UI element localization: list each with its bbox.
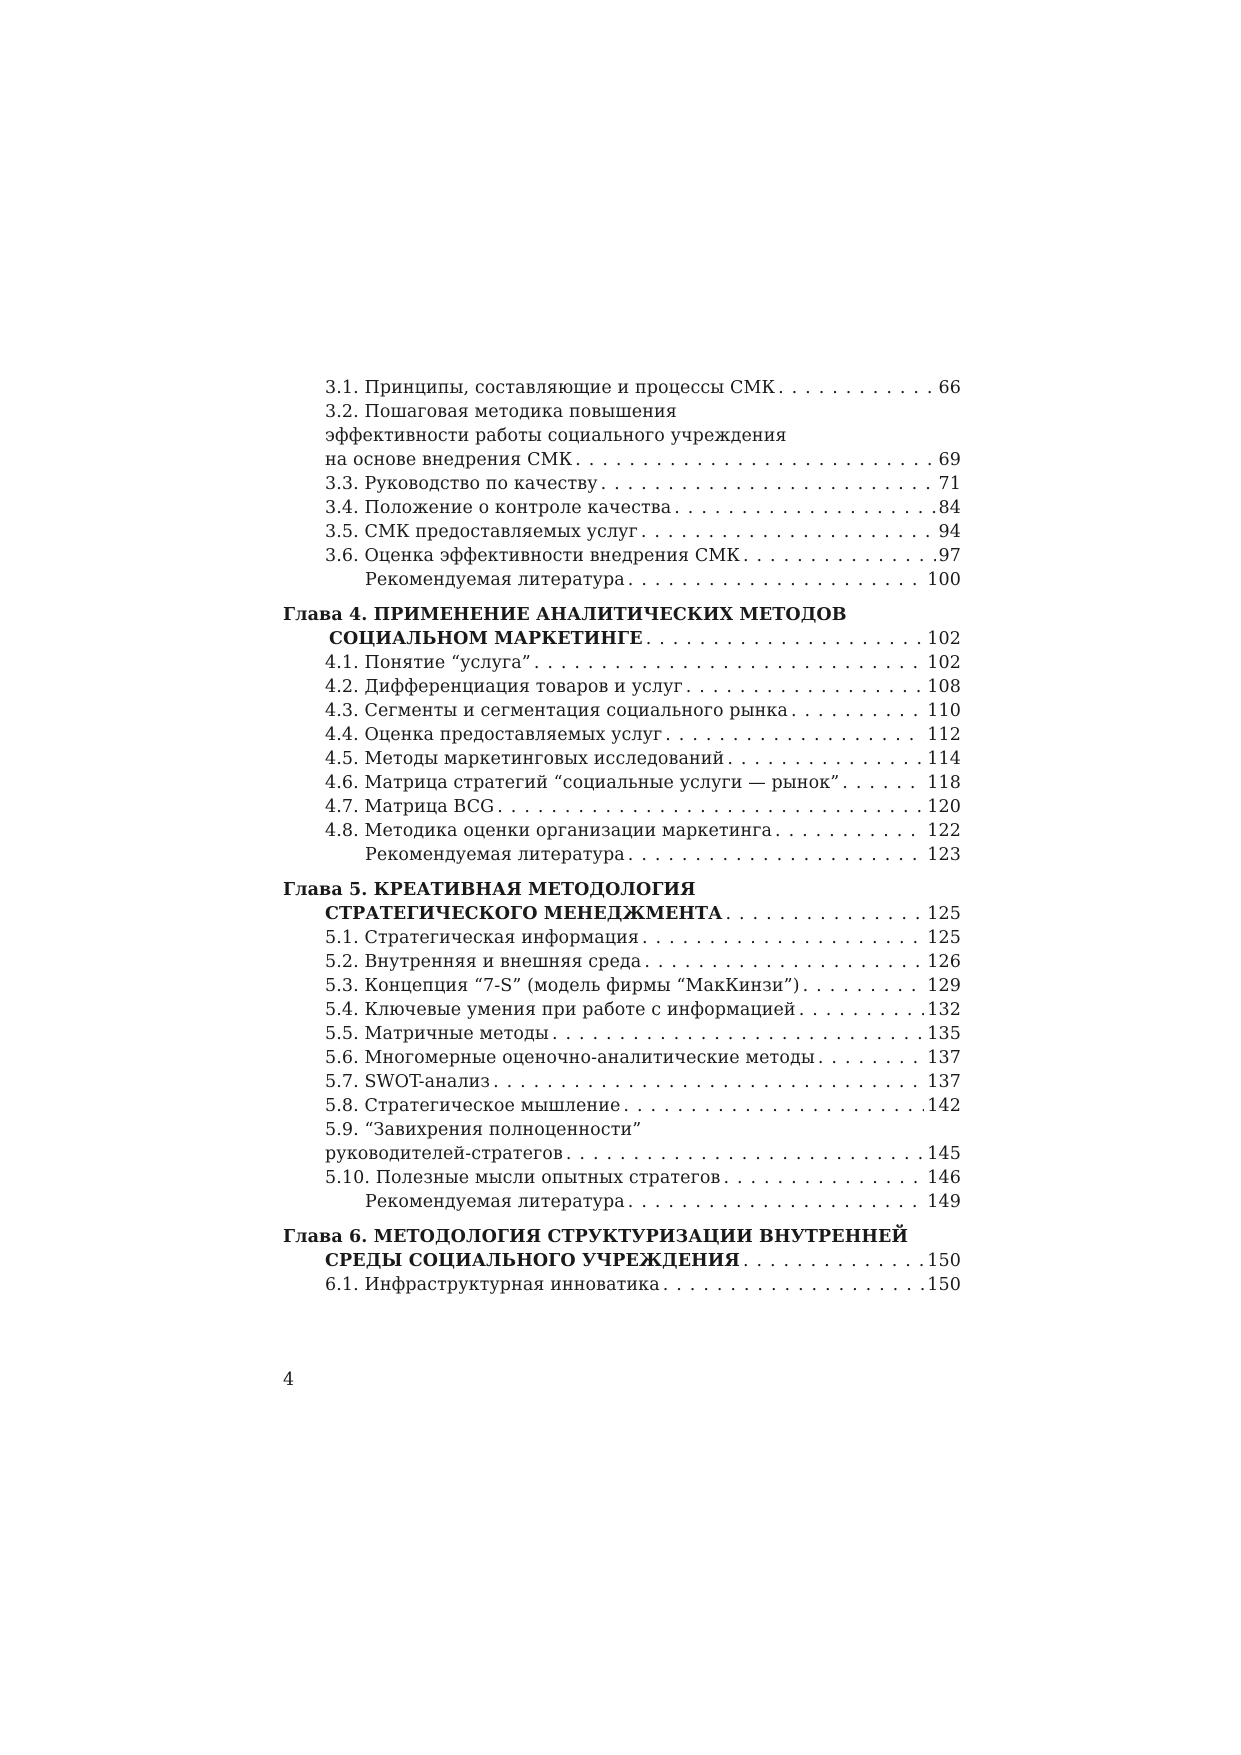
toc-entry-title: 3.3. Руководство по качеству [325,474,598,494]
toc-entry-title: эффективности работы социального учреждения [325,426,787,446]
toc-entry-5-6 [283,1046,961,1070]
toc-entry-title: 3.4. Положение о контроле качества [325,498,672,518]
toc-entry-page: 149 [927,1192,961,1212]
toc-entry-page: 150 [927,1275,961,1295]
toc-entry-title: 4.3. Сегменты и сегментация социального рынка [325,701,788,721]
toc-chapter-4-heading [283,603,961,627]
dot-leader [686,675,925,699]
dot-leader [566,1142,924,1166]
toc-entry-4-3 [283,699,961,723]
toc-chapter-title: Глава 5. КРЕАТИВНАЯ МЕТОДОЛОГИЯ [283,880,696,900]
toc-entry-page: 102 [927,653,961,673]
toc-entry-title: Рекомендуемая литература [365,1192,625,1212]
toc-entry-3-3 [283,472,961,496]
toc-entry-title: 5.2. Внутренняя и внешняя среда [325,952,642,972]
dot-leader [628,568,925,592]
toc-entry-4-8 [283,819,961,843]
dot-leader [628,843,925,867]
toc-entry-3-2-line2 [283,424,961,448]
toc-entry-page: 145 [927,1144,961,1164]
dot-leader [641,520,936,544]
toc-entry-4-1 [283,651,961,675]
toc-entry-page: 122 [927,821,961,841]
toc-entry-page: 112 [927,725,961,745]
toc-entry-page: 120 [927,797,961,817]
toc-entry-title: 5.5. Матричные методы [325,1024,549,1044]
dot-leader [803,974,925,998]
toc-entry-4-7 [283,795,961,819]
dot-leader [493,1070,924,1094]
toc-entry-page: 110 [927,701,961,721]
toc-entry-page: 118 [927,773,961,793]
dot-leader [628,1190,925,1214]
dot-leader [642,926,924,950]
toc-entry-title: 4.4. Оценка предоставляемых услуг [325,725,663,745]
toc-entry-title: 3.1. Принципы, составляющие и процессы СМК [325,378,776,398]
toc-chapter-5-heading [283,878,961,902]
dot-leader [726,902,925,926]
toc-entry-title: 5.3. Концепция “7-S” (модель фирмы “МакКинзи”) [325,976,800,996]
toc-entry-title: 3.6. Оценка эффективности внедрения СМК [325,546,740,566]
toc-entry-page: 146 [927,1168,961,1188]
dot-leader [575,448,935,472]
toc-entry-page: 102 [927,629,961,649]
toc-entry-title: 5.4. Ключевые умения при работе с информацией [325,1000,796,1020]
toc-entry-page: 108 [927,677,961,697]
dot-leader [665,723,924,747]
toc-entry-5-3 [283,974,961,998]
toc-entry-title: Рекомендуемая литература [365,570,625,590]
toc-chapter-4-heading-cont [283,627,961,651]
toc-entry-page: 123 [927,845,961,865]
toc-entry-title: 4.2. Дифференциация товаров и услуг [325,677,683,697]
toc-entry-3-5 [283,520,961,544]
dot-leader [534,651,924,675]
dot-leader [799,998,925,1022]
toc-entry-title: 5.10. Полезные мысли опытных стратегов [325,1168,721,1188]
toc-chapter-6-heading [283,1225,961,1249]
toc-entry-page: 100 [927,570,961,590]
toc-entry-4-2 [283,675,961,699]
toc-entry-5-5 [283,1022,961,1046]
toc-entry-5-1 [283,926,961,950]
dot-leader [775,819,924,843]
toc-entry-page: 69 [938,450,961,470]
toc-entry-title: 5.9. “Завихрения полноценности” [325,1120,642,1140]
toc-entry-3-1 [283,376,961,400]
toc-chapter-title: Глава 4. ПРИМЕНЕНИЕ АНАЛИТИЧЕСКИХ МЕТОДОВ [283,605,847,625]
dot-leader [552,1022,924,1046]
toc-entry-title: на основе внедрения СМК [325,450,573,470]
toc-entry-literature-ch4 [283,843,961,867]
toc-entry-title: Рекомендуемая литература [365,845,625,865]
dot-leader [663,1273,925,1297]
toc-entry-page: 142 [927,1096,961,1116]
toc-entry-6-1 [283,1273,961,1297]
dot-leader [723,1166,924,1190]
dot-leader [778,376,935,400]
toc-chapter-5-heading-cont [283,902,961,926]
toc-entry-title: 4.1. Понятие “услуга” [325,653,531,673]
toc-entry-page: 132 [927,1000,961,1020]
toc-entry-literature-ch5 [283,1190,961,1214]
toc-entry-title: руководителей-стратегов [325,1144,563,1164]
toc-entry-5-2 [283,950,961,974]
toc-entry-title: 5.7. SWOT-анализ [325,1072,491,1092]
toc-chapter-title: СОЦИАЛЬНОМ МАРКЕТИНГЕ [329,629,643,649]
toc-entry-5-8 [283,1094,961,1118]
toc-entry-page: 97 [938,546,961,566]
toc-entry-title: 4.5. Методы маркетинговых исследований [325,749,725,769]
toc-entry-page: 129 [927,976,961,996]
dot-leader [497,795,924,819]
toc-entry-page: 125 [927,904,961,924]
toc-entry-title: 6.1. Инфраструктурная инноватика [325,1275,660,1295]
toc-entry-5-4 [283,998,961,1022]
toc-entry-page: 126 [927,952,961,972]
page-number: 4 [283,1370,295,1390]
toc-entry-5-9-line2 [283,1142,961,1166]
toc-entry-page: 150 [927,1251,961,1271]
toc-chapter-title: СТРАТЕГИЧЕСКОГО МЕНЕДЖМЕНТА [325,904,723,924]
toc-entry-title: 4.7. Матрица BCG [325,797,495,817]
toc-entry-5-10 [283,1166,961,1190]
toc-entry-page: 137 [927,1072,961,1092]
toc-entry-4-5 [283,747,961,771]
toc-entry-3-4 [283,496,961,520]
toc-entry-page: 66 [938,378,961,398]
dot-leader [646,627,925,651]
toc-entry-title: 5.8. Стратегическое мышление [325,1096,621,1116]
toc-entry-page: 135 [927,1024,961,1044]
dot-leader [743,544,936,568]
dot-leader [743,1249,924,1273]
toc-entry-title: 4.6. Матрица стратегий “социальные услуги — рынок” [325,773,840,793]
toc-entry-3-2-line3 [283,448,961,472]
toc-chapter-6-heading-cont [283,1249,961,1273]
toc-entry-title: 5.1. Стратегическая информация [325,928,640,948]
toc-entry-title: 3.5. СМК предоставляемых услуг [325,522,638,542]
dot-leader [623,1094,924,1118]
dot-leader [601,472,936,496]
toc-entry-title: 3.2. Пошаговая методика повышения [325,402,677,422]
toc-entry-literature-ch3 [283,568,961,592]
toc-entry-title: 5.6. Многомерные оценочно-аналитические методы [325,1048,815,1068]
toc-entry-page: 71 [938,474,961,494]
toc-chapter-title: СРЕДЫ СОЦИАЛЬНОГО УЧРЕЖДЕНИЯ [325,1251,740,1271]
toc-entry-page: 84 [938,498,961,518]
toc-entry-5-7 [283,1070,961,1094]
toc-entry-page: 114 [927,749,961,769]
dot-leader [791,699,924,723]
toc-entry-3-6 [283,544,961,568]
toc-entry-4-6 [283,771,961,795]
toc-entry-4-4 [283,723,961,747]
toc-entry-title: 4.8. Методика оценки организации маркетинга [325,821,773,841]
dot-leader [842,771,924,795]
table-of-contents [283,376,961,1297]
toc-entry-3-2-line1 [283,400,961,424]
toc-entry-page: 94 [938,522,961,542]
toc-entry-5-9-line1 [283,1118,961,1142]
dot-leader [727,747,924,771]
dot-leader [644,950,924,974]
toc-entry-page: 125 [927,928,961,948]
dot-leader [818,1046,924,1070]
toc-chapter-title: Глава 6. МЕТОДОЛОГИЯ СТРУКТУРИЗАЦИИ ВНУТРЕННЕЙ [283,1227,909,1247]
dot-leader [674,496,935,520]
toc-entry-page: 137 [927,1048,961,1068]
